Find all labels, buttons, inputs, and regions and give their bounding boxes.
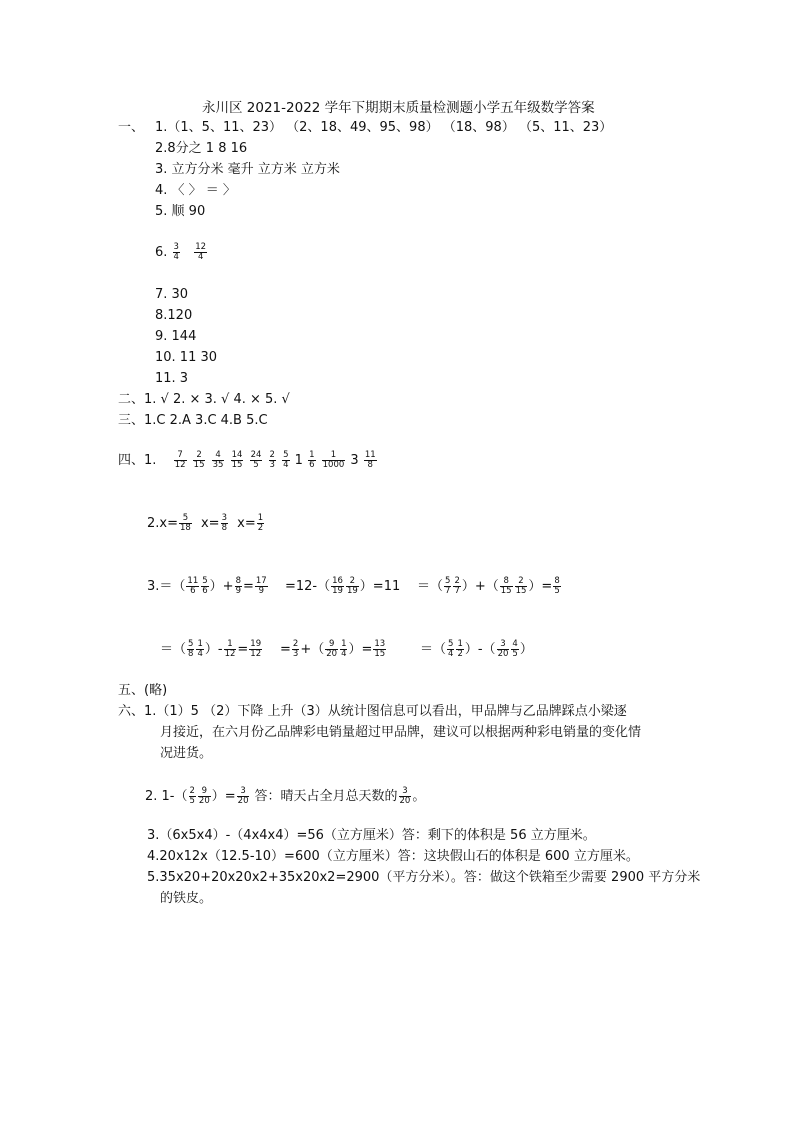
s6-q1-line1: 六、1.（1）5 （2）下降 上升（3）从统计图信息可以看出，甲品牌与乙品牌踩点小梁逐	[118, 704, 627, 719]
s6-q5-line2: 的铁皮。	[160, 891, 213, 906]
fraction: $\frac{5}{4}$	[448, 639, 454, 659]
fraction: $\frac{1}{1000}$	[322, 450, 345, 470]
section-1-label: 一、	[118, 120, 145, 135]
fraction: $\frac{8}{9}$	[235, 576, 241, 596]
fraction: $\frac{2}{3}$	[292, 639, 299, 659]
section-4-label: 四、1.	[118, 453, 157, 468]
section-5: 五、(略)	[118, 683, 168, 698]
s4-q3-line2-c: ＝（ $\frac{5}{4}$ $\frac{1}{2}$ ）-（ $\frac{3}{20}$ $\frac{4}{5}$ ）	[420, 639, 533, 659]
fraction: $\frac{9}{20}$	[198, 786, 210, 806]
fraction: $\frac{2}{15}$	[515, 576, 527, 596]
fraction: $\frac{4}{5}$	[512, 639, 518, 659]
s6-q3: 3.（6x5x4）-（4x4x4）=56（立方厘米）答：剩下的体积是 56 立方厘米。	[147, 828, 596, 843]
s6-q1-line3: 况进货。	[160, 746, 213, 761]
fraction: $\frac{5}{8}$	[188, 639, 194, 659]
s1-q6	[155, 243, 208, 262]
fraction: $\frac{1}{4}$	[197, 639, 203, 659]
s1-q8: 8.120	[155, 308, 193, 323]
fraction: $\frac{5}{4}$	[283, 450, 289, 470]
s4-q3-line2-b: = $\frac{2}{3}$ +（ $\frac{9}{20}$ $\frac{1}{4}$ ）= $\frac{13}{15}$	[280, 639, 386, 659]
fraction: $\frac{3}{20}$	[497, 639, 509, 659]
fraction: $\frac{1}{2}$	[457, 639, 463, 659]
fraction: $\frac{3}{20}$	[237, 786, 249, 806]
s6-q4: 4.20x12x（12.5-10）=600（立方厘米）答：这块假山石的体积是 600 立方厘米。	[147, 849, 639, 864]
s1-q4: 4. 〈 〉 ＝ 〉	[155, 183, 236, 198]
fraction: $\frac{2}{3}$	[269, 450, 275, 470]
fraction: $\frac{16}{19}$	[332, 576, 343, 596]
s1-q7: 7. 30	[155, 287, 189, 302]
fraction: $\frac{11}{8}$	[364, 450, 376, 470]
fraction: $\frac{5}{18}$	[180, 513, 191, 533]
fraction: $\frac{19}{12}$	[250, 639, 262, 659]
s1-q10: 10. 11 30	[155, 350, 218, 365]
fraction: $\frac{2}{5}$	[189, 786, 195, 806]
s1-q6-lead: 6.	[155, 245, 168, 260]
fraction: $\frac{2}{7}$	[454, 576, 460, 596]
s4-q3-line1-c: ＝（ $\frac{5}{7}$ $\frac{2}{7}$ ）+（ $\frac{8}{15}$ $\frac{2}{15}$ ）= $\frac{8}{5}$	[417, 576, 560, 596]
s6-q5-line1: 5.35x20+20x20x2+35x20x2=2900（平方分米）。答：做这个铁箱至少需要 2900 平方分米	[147, 870, 701, 885]
fraction: $\frac{4}{35}$	[212, 450, 224, 470]
fraction: $\frac{5}{6}$	[202, 576, 208, 596]
s6-q2: 2. 1-（ $\frac{2}{5}$ $\frac{9}{20}$ ）= $\frac{3}{20}$ 答：晴天占全月总天数的 $\frac{3}{20}$ 。	[145, 786, 426, 806]
fraction: $\frac{2}{19}$	[346, 576, 358, 596]
s4-q2: 2.x= $\frac{5}{18}$ x= $\frac{3}{8}$ x= $\frac{1}{2}$	[147, 513, 264, 533]
s1-q11: 11. 3	[155, 371, 189, 386]
s1-q5: 5. 顺 90	[155, 204, 206, 219]
fraction: $\frac{3}{4}$	[173, 242, 179, 262]
fraction: $\frac{3}{20}$	[399, 786, 411, 806]
s4-q3-line2: ＝（ $\frac{5}{8}$ $\frac{1}{4}$ ）- $\frac{1}{12}$ = $\frac{19}{12}$	[160, 639, 262, 659]
fraction: $\frac{13}{15}$	[374, 639, 386, 659]
fraction: $\frac{3}{8}$	[221, 513, 227, 533]
fraction: $\frac{7}{12}$	[174, 450, 186, 470]
s4-q1: 四、1. $\frac{7}{12}$ $\frac{2}{15}$ $\frac{4}{35}$ $\frac{14}{15}$ $\frac{24}{5}$ $\frac{2}{3}$ $\frac{5}{4}$ 1 $\frac{1}{6}$ $\frac{1}{1000}$ 3 $\frac{11}{8}$	[118, 450, 376, 470]
s6-q1-line2: 月接近，在六月份乙品牌彩电销量超过甲品牌，建议可以根据两种彩电销量的变化情	[160, 725, 642, 740]
s4-q3-line1-b: =12-（ $\frac{16}{19}$ $\frac{2}{19}$ ）=11	[285, 576, 401, 596]
fraction: $\frac{14}{15}$	[231, 450, 243, 470]
s1-q3: 3. 立方分米 毫升 立方米 立方米	[155, 162, 340, 177]
s1-q1: 1.（1、5、11、23） （2、18、49、95、98） （18、98） （5、11、23）	[155, 120, 613, 135]
fraction: $\frac{8}{5}$	[554, 576, 560, 596]
fraction: $\frac{9}{20}$	[326, 639, 338, 659]
page-title: 永川区 2021-2022 学年下期期末质量检测题小学五年级数学答案	[202, 100, 595, 116]
s1-q9: 9. 144	[155, 329, 197, 344]
fraction: $\frac{11}{6}$	[187, 576, 199, 596]
section-3: 三、1.C 2.A 3.C 4.B 5.C	[118, 413, 268, 428]
s4-q3-line1: 3.＝（ $\frac{11}{6}$ $\frac{5}{6}$ ）+ $\frac{8}{9}$ = $\frac{17}{9}$	[147, 576, 267, 596]
fraction: $\frac{1}{6}$	[309, 450, 315, 470]
fraction: $\frac{1}{4}$	[341, 639, 347, 659]
section-2: 二、1. √ 2. × 3. √ 4. × 5. √	[118, 392, 290, 407]
fraction: $\frac{2}{15}$	[193, 450, 205, 470]
fraction: $\frac{24}{5}$	[250, 450, 262, 470]
fraction: $\frac{1}{2}$	[257, 513, 264, 533]
fraction: $\frac{12}{4}$	[195, 242, 207, 262]
fraction: $\frac{8}{15}$	[500, 576, 512, 596]
fraction: $\frac{5}{7}$	[445, 576, 451, 596]
fraction: $\frac{17}{9}$	[255, 576, 267, 596]
s1-q2: 2.8分之 1 8 16	[155, 141, 248, 156]
fraction: $\frac{1}{12}$	[224, 639, 236, 659]
